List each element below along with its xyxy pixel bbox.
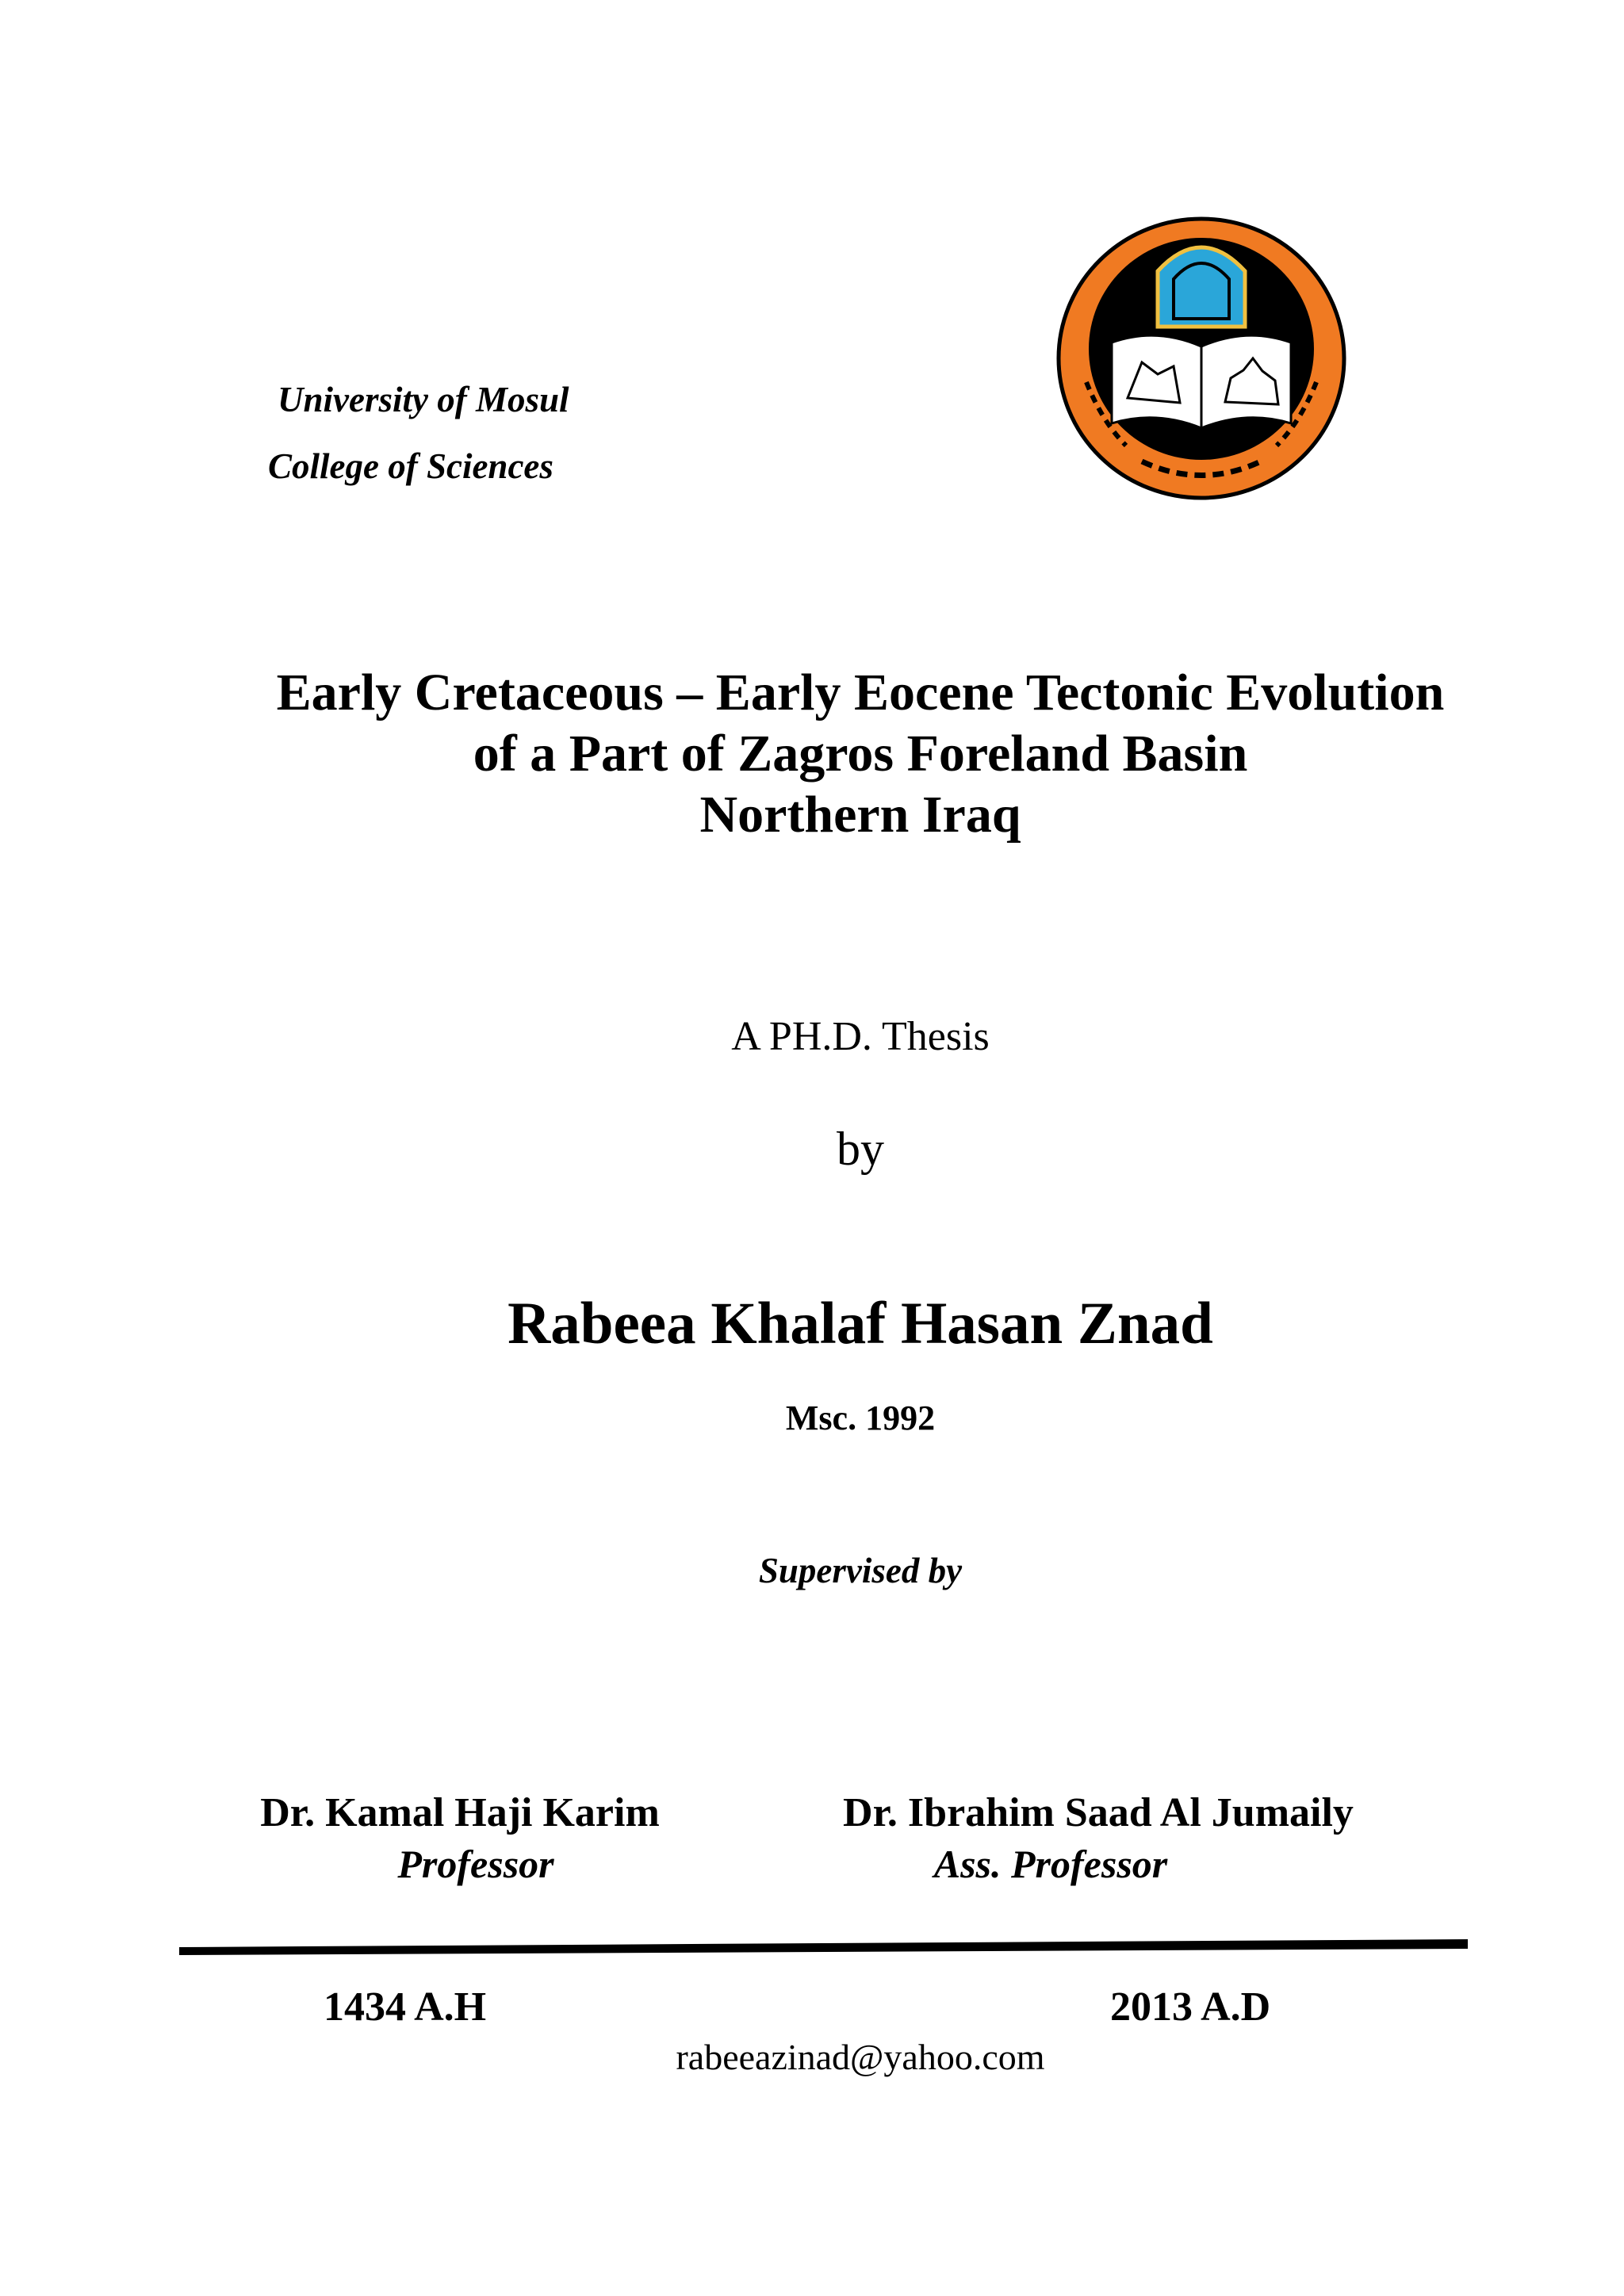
university-name: University of Mosul [278, 380, 569, 419]
author-name: Rabeea Khalaf Hasan Znad [508, 1291, 1213, 1357]
thesis-title [0, 662, 1624, 845]
university-seal-icon [1055, 216, 1348, 501]
divider-line [179, 1938, 1468, 1957]
contact-email: rabeeazinad@yahoo.com [676, 2037, 1045, 2077]
gregorian-date: 2013 A.D [1110, 1984, 1271, 2030]
by-label: by [837, 1123, 884, 1175]
supervisor-2-title: Ass. Professor [933, 1842, 1168, 1886]
hijri-date: 1434 A.H [324, 1984, 487, 2030]
college-name: College of Sciences [268, 446, 553, 486]
supervisor-1-name: Dr. Kamal Haji Karim [260, 1790, 660, 1835]
supervisor-2-name: Dr. Ibrahim Saad Al Jumaily [843, 1790, 1354, 1835]
author-degree: Msc. 1992 [785, 1399, 936, 1437]
thesis-title-line-2: of a Part of Zagros Foreland Basin [473, 725, 1248, 783]
thesis-title-line-3: Northern Iraq [699, 786, 1021, 844]
thesis-type: A PH.D. Thesis [731, 1014, 990, 1059]
supervised-by-label: Supervised by [758, 1551, 963, 1590]
thesis-title-line-1: Early Cretaceous – Early Eocene Tectonic Evolution [276, 664, 1445, 721]
supervisor-1-title: Professor [397, 1842, 554, 1886]
